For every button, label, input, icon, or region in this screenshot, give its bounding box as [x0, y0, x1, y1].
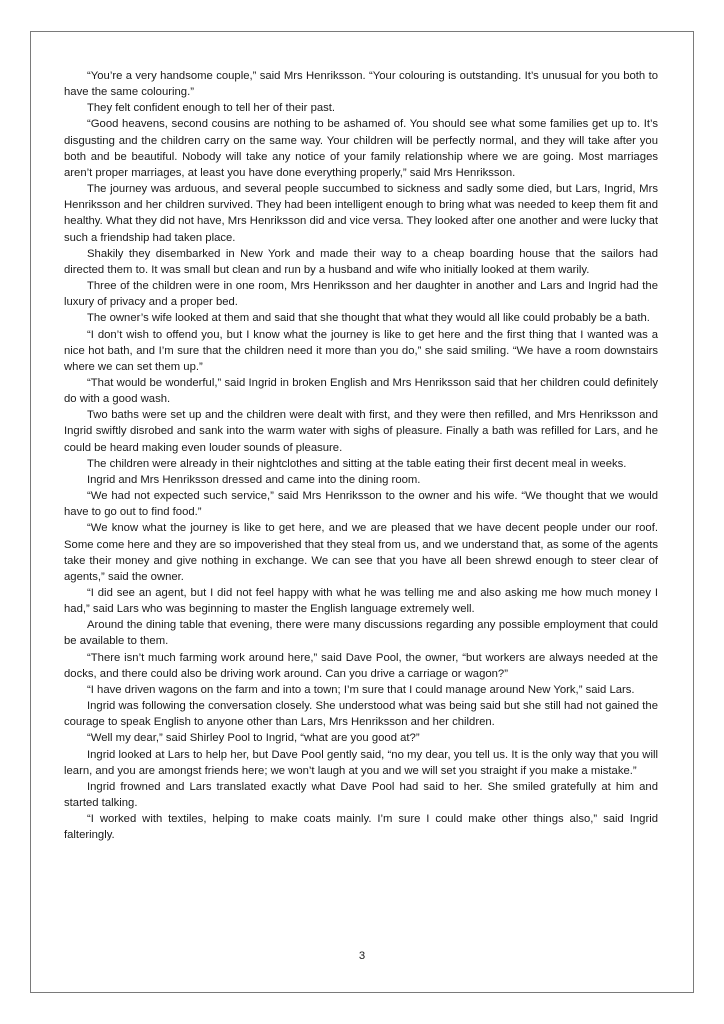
paragraph: “There isn’t much farming work around here,” said Dave Pool, the owner, “but workers are always needed at the docks, and there could also be driving work around. Can you drive a carriage or wagon?” [64, 651, 658, 680]
paragraph: “Good heavens, second cousins are nothing to be ashamed of. You should see what some families get up to. It’s disgusting and the children carry on the same way. Your children will be perfectly normal, and they will take after you both and be beautiful. Nobody will take any notice of your family relationship where we are going. Most marriages aren’t proper marriages, at least you have done everything properly,” said Mrs Henriksson. [64, 118, 658, 179]
paragraph: Two baths were set up and the children were dealt with first, and they were then refilled, and Mrs Henriksson and Ingrid swiftly disrobed and sank into the warm water with sighs of pleasure. Finally a bath was refilled for Lars, and he could be heard making even louder sounds of pleasure. [64, 409, 658, 454]
paragraph: Three of the children were in one room, Mrs Henriksson and her daughter in another and Lars and Ingrid had the luxury of privacy and a proper bed. [64, 280, 658, 309]
paragraph: Shakily they disembarked in New York and made their way to a cheap boarding house that the sailors had directed them to. It was small but clean and run by a husband and wife who initially looked at them warily. [64, 247, 658, 276]
paragraph: “Well my dear,” said Shirley Pool to Ingrid, “what are you good at?” [87, 732, 420, 745]
paragraph: Ingrid frowned and Lars translated exactly what Dave Pool had said to her. She smiled gratefully at him and started talking. [64, 780, 658, 810]
paragraph: The children were already in their nightclothes and sitting at the table eating their first decent meal in weeks. [87, 457, 627, 470]
paragraph: Around the dining table that evening, there were many discussions regarding any possible employment that could be available to them. [64, 619, 658, 648]
paragraph: “I have driven wagons on the farm and into a town; I’m sure that I could manage around New York,” said Lars. [87, 683, 635, 696]
paragraph: “We had not expected such service,” said Mrs Henriksson to the owner and his wife. “We thought that we would have to go out to find food.” [64, 490, 658, 519]
paragraph: The journey was arduous, and several people succumbed to sickness and sadly some died, but Lars, Ingrid, Mrs Henriksson and her children survived. They had been intelligent enough to bring what was needed to keep them fit and healthy. What they did not have, Mrs Henriksson did and vice versa. They looked after one another and were lucky that such a friendship had taken place. [64, 183, 658, 244]
paragraph: Ingrid was following the conversation closely. She understood what was being said but she still had not gained the courage to speak English to anyone other than Lars, Mrs Henriksson and her children. [64, 700, 658, 729]
paragraph: “I don’t wish to offend you, but I know what the journey is like to get here and the first thing that I wanted was a nice hot bath, and I’m sure that the children need it more than you do,” she said smiling. “We have a room downstairs where we can set them up.” [64, 328, 658, 373]
paragraph: “That would be wonderful,” said Ingrid in broken English and Mrs Henriksson said that her children could definitely do with a good wash. [64, 376, 658, 406]
paragraph: “I worked with textiles, helping to make coats mainly. I’m sure I could make other things also,” said Ingrid falteringly. [64, 813, 658, 842]
body-text [64, 68, 658, 844]
paragraph: “I did see an agent, but I did not feel happy with what he was telling me and also asking me how much money I had,” said Lars who was beginning to master the English language extremely well. [64, 587, 658, 616]
paragraph: “You’re a very handsome couple,” said Mrs Henriksson. “Your colouring is outstanding. It’s unusual for you both to have the same colouring.” [64, 70, 658, 99]
paragraph: They felt confident enough to tell her of their past. [87, 102, 336, 115]
paragraph: “We know what the journey is like to get here, and we are pleased that we have decent people under our roof. Some come here and they are so impoverished that they steal from us, and we understand that, as some of the agents take their money and give nothing in exchange. We can see that you have all been shrewd enough to steer clear of agents,” said the owner. [64, 522, 658, 583]
paragraph: Ingrid and Mrs Henriksson dressed and came into the dining room. [87, 473, 421, 486]
paragraph: Ingrid looked at Lars to help her, but Dave Pool gently said, “no my dear, you tell us. It is the only way that you will learn, and you are amongst friends here; we won’t laugh at you and we will set you straight if you make a mistake.” [64, 748, 658, 777]
page-number: 3 [358, 950, 366, 962]
paragraph: The owner’s wife looked at them and said that she thought that what they would all like could probably be a bath. [87, 312, 650, 325]
